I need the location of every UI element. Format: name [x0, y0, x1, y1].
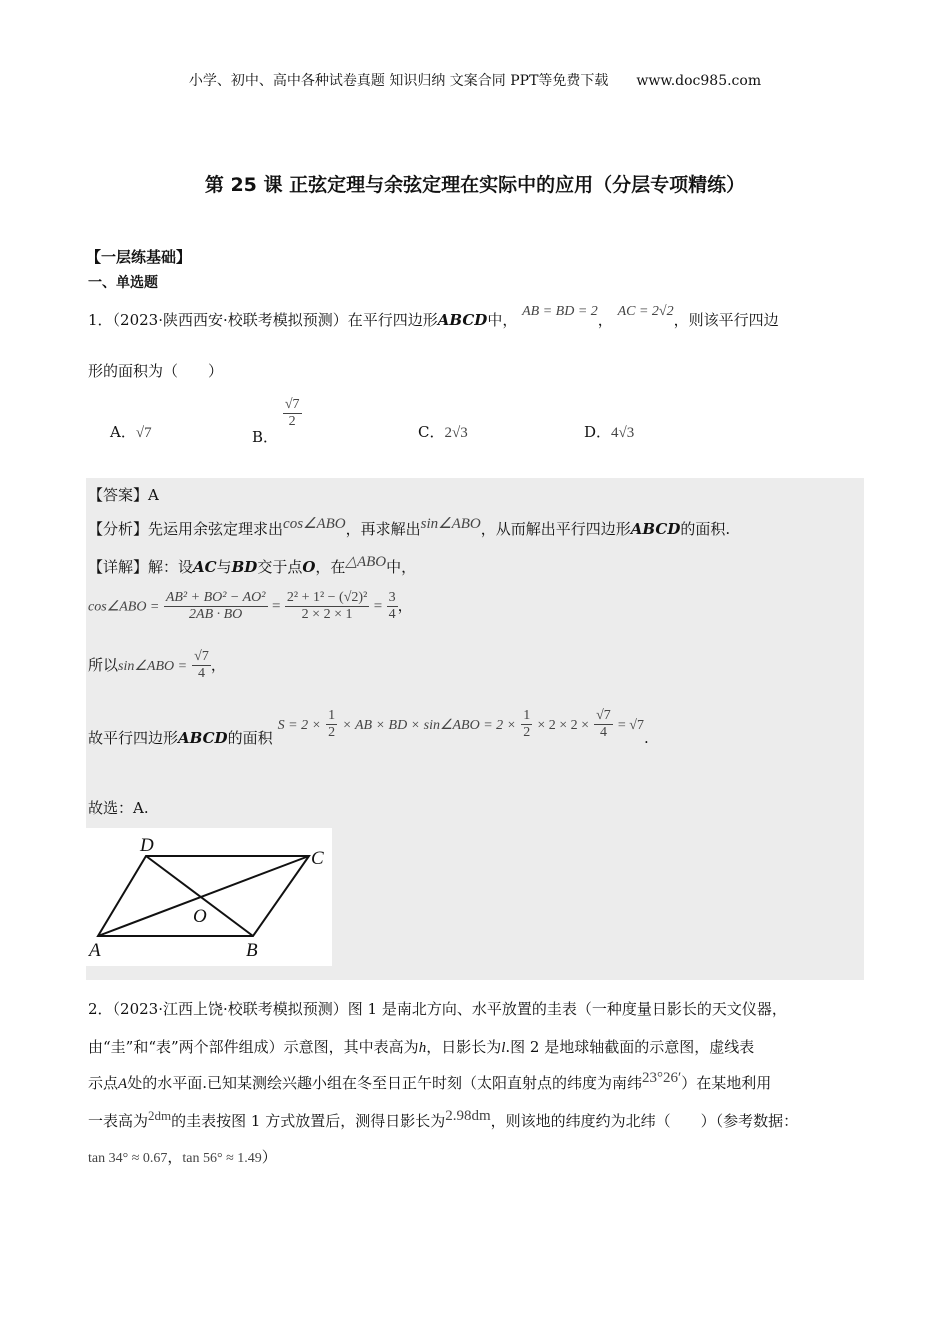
area-terms-2: × 2 × 2 × — [537, 718, 589, 734]
question-number: 1． — [88, 311, 113, 329]
option-d-value: 4√3 — [611, 425, 635, 441]
question-2-number: 2． — [88, 1000, 113, 1018]
detail-o: O — [302, 558, 316, 576]
option-b-label: B． — [252, 427, 279, 446]
area-abcd: ABCD — [178, 729, 228, 748]
answer-line — [88, 484, 159, 505]
question-2-text-3a: 示点 — [88, 1074, 119, 1092]
cos-fraction-1 — [164, 590, 268, 623]
question-2-text-3b: 处的水平面.已知某测绘兴趣小组在冬至日正午时刻（太阳直射点的纬度为南纬 — [127, 1074, 642, 1092]
choose-line: 故选：A. — [88, 799, 149, 817]
condition-ab-bd: AB = BD = 2 — [522, 304, 598, 319]
detail-bd: BD — [231, 558, 258, 576]
cos-f3-den: 4 — [388, 607, 396, 623]
half-1-den: 2 — [328, 725, 336, 741]
option-a-label: A． — [110, 423, 136, 441]
half-2-num: 1 — [521, 708, 532, 725]
analysis-label: 【分析】 — [88, 520, 149, 538]
option-b-den: 2 — [288, 414, 296, 430]
option-c-label: C． — [418, 423, 445, 441]
sin-fraction — [192, 649, 211, 682]
vertex-c-label: C — [311, 848, 324, 869]
question-2-line-1 — [88, 998, 787, 1019]
analysis-text-c: ，从而解出平行四边形 — [480, 520, 631, 538]
area-pre: 故平行四边形 — [88, 729, 179, 748]
question-2-text-3c: ）在某地利用 — [681, 1074, 772, 1092]
analysis-line — [88, 518, 730, 539]
reference-tan34: tan 34° ≈ 0.67 — [88, 1151, 168, 1166]
sin-comma: ， — [210, 656, 226, 675]
reference-separator: ， — [167, 1148, 183, 1166]
page-title: 第 25 课 正弦定理与余弦定理在实际中的应用（分层专项精练） — [204, 174, 746, 196]
detail-text-a: 解：设 — [148, 558, 194, 576]
detail-line — [88, 556, 416, 577]
vertex-b-label: B — [246, 940, 258, 961]
height-value: 2dm — [148, 1108, 172, 1123]
cos-f1-num: AB² + BO² − AO² — [164, 590, 268, 607]
option-b-num: √7 — [283, 397, 302, 414]
latitude-value: 23°26′ — [641, 1070, 682, 1086]
detail-label: 【详解】 — [88, 558, 149, 576]
option-a[interactable] — [110, 421, 152, 442]
sin-lhs: sin∠ABO = — [118, 659, 188, 675]
half-1-num: 1 — [326, 708, 337, 725]
sin-formula — [88, 649, 226, 682]
answer-value: A — [148, 486, 159, 504]
area-half-1 — [326, 708, 337, 741]
area-period: . — [643, 729, 649, 748]
reference-tan56: tan 56° ≈ 1.49 — [182, 1151, 262, 1166]
option-d[interactable] — [584, 421, 634, 442]
question-2-text-2b: ，日影长为 — [426, 1038, 502, 1056]
point-a: A — [118, 1076, 128, 1092]
area-end: = √7 — [617, 718, 644, 734]
page-header: 小学、初中、高中各种试卷真题 知识归纳 文案合同 PPT等免费下载 www.doc985.com — [188, 73, 762, 89]
shadow-value: 2.98dm — [445, 1108, 491, 1124]
option-a-value: √7 — [135, 425, 152, 441]
analysis-cos: cos∠ABO — [283, 516, 346, 532]
area-sqrt-fraction — [594, 708, 613, 741]
analysis-text-a: 先运用余弦定理求出 — [148, 520, 284, 538]
cos-formula: cos∠ABO = $\frac{\text{AB² + BO² − AO²}}{2AB \cdot BO}$ = $\frac{\text{2² + 1² − (√2)²}}{2 \times 2 \times 1}$ = $\frac{3}{4}$ ， — [88, 590, 413, 623]
detail-text-b: 交于点 — [257, 558, 303, 576]
half-2-den: 2 — [523, 725, 531, 741]
section-type: 一、单选题 — [88, 275, 158, 291]
question-2-text-4c: ，则该地的纬度约为北纬（ ）（参考数据： — [490, 1112, 799, 1130]
area-sq-den: 4 — [599, 725, 607, 741]
condition-ac: AC = 2√2 — [617, 304, 674, 319]
var-l: l — [501, 1040, 506, 1056]
section-level: 【一层练基础】 — [86, 248, 192, 266]
reference-end: ） — [261, 1148, 277, 1166]
option-d-label: D． — [584, 423, 612, 441]
sin-pre: 所以 — [88, 656, 119, 675]
sin-num: √7 — [192, 649, 211, 666]
cos-f2-num: 2² + 1² − (√2)² — [285, 590, 369, 607]
vertex-d-label: D — [140, 835, 154, 856]
question-2-line-4 — [88, 1110, 798, 1131]
question-2-line-5 — [88, 1146, 277, 1167]
area-mid: 的面积 — [227, 729, 273, 748]
analysis-sin: sin∠ABO — [420, 516, 481, 532]
question-tail: ，则该平行四边 — [673, 311, 779, 329]
question-2-text-1: （2023·江西上饶·校联考模拟预测）图 1 是南北方向、水平放置的圭表（一种度量日影长的天文仪器， — [112, 1000, 787, 1018]
sin-den: 4 — [198, 666, 206, 682]
vertex-a-label: A — [89, 940, 101, 961]
question-2-line-2 — [88, 1036, 754, 1057]
question-2-text-4b: 的圭表按图 1 方式放置后，测得日影长为 — [171, 1112, 446, 1130]
answer-label: 【答案】 — [88, 486, 149, 504]
var-h: h — [418, 1040, 427, 1056]
question-source: （2023·陕西西安·校联考模拟预测）在平行四边形 — [112, 311, 438, 329]
cos-comma: ， — [397, 596, 413, 615]
option-b[interactable] — [252, 397, 302, 446]
question-2-text-4a: 一表高为 — [88, 1112, 149, 1130]
option-b-fraction — [283, 397, 302, 430]
cos-fraction-3 — [387, 590, 398, 623]
area-sq-num: √7 — [594, 708, 613, 725]
question-2-text-2c: .图 2 是地球轴截面的示意图，虚线表 — [505, 1038, 755, 1056]
parallelogram-figure — [86, 828, 332, 966]
detail-triangle: △ABO — [345, 554, 387, 570]
cos-f2-den: 2 × 2 × 1 — [301, 607, 353, 623]
question-1-line-2: 形的面积为（ ） — [88, 362, 224, 380]
analysis-text-d: 的面积. — [680, 520, 731, 538]
area-terms-1: × AB × BD × sin∠ABO = 2 × — [342, 718, 517, 734]
point-o-label: O — [193, 906, 207, 927]
abcd-label: ABCD — [437, 311, 488, 329]
cos-lhs: cos∠ABO = — [88, 599, 160, 615]
question-2-text-2a: 由“圭”和“表”两个部件组成）示意图，其中表高为 — [88, 1038, 419, 1056]
detail-ac: AC — [193, 558, 217, 576]
analysis-text-b: ，再求解出 — [345, 520, 421, 538]
question-2-line-3 — [88, 1072, 771, 1093]
cos-f1-den: 2AB · BO — [189, 607, 243, 623]
area-formula — [88, 708, 649, 748]
option-c[interactable] — [418, 421, 468, 442]
area-s: S = 2 × — [277, 718, 322, 734]
option-c-value: 2√3 — [444, 425, 468, 441]
detail-text-d: 中， — [386, 558, 417, 576]
area-half-2 — [521, 708, 532, 741]
zhong-text: 中， — [487, 311, 518, 329]
parallelogram-svg — [86, 828, 332, 966]
detail-text-c: ，在 — [315, 558, 346, 576]
cos-f3-num: 3 — [387, 590, 398, 607]
question-1-line-1: 1．（2023·陕西西安·校联考模拟预测）在平行四边形ABCD中， AB = BD = 2， AC = 2√2，则该平行四边 — [88, 304, 779, 329]
analysis-abcd: ABCD — [630, 520, 681, 538]
detail-and: 与 — [216, 558, 232, 576]
cos-fraction-2 — [285, 590, 369, 623]
